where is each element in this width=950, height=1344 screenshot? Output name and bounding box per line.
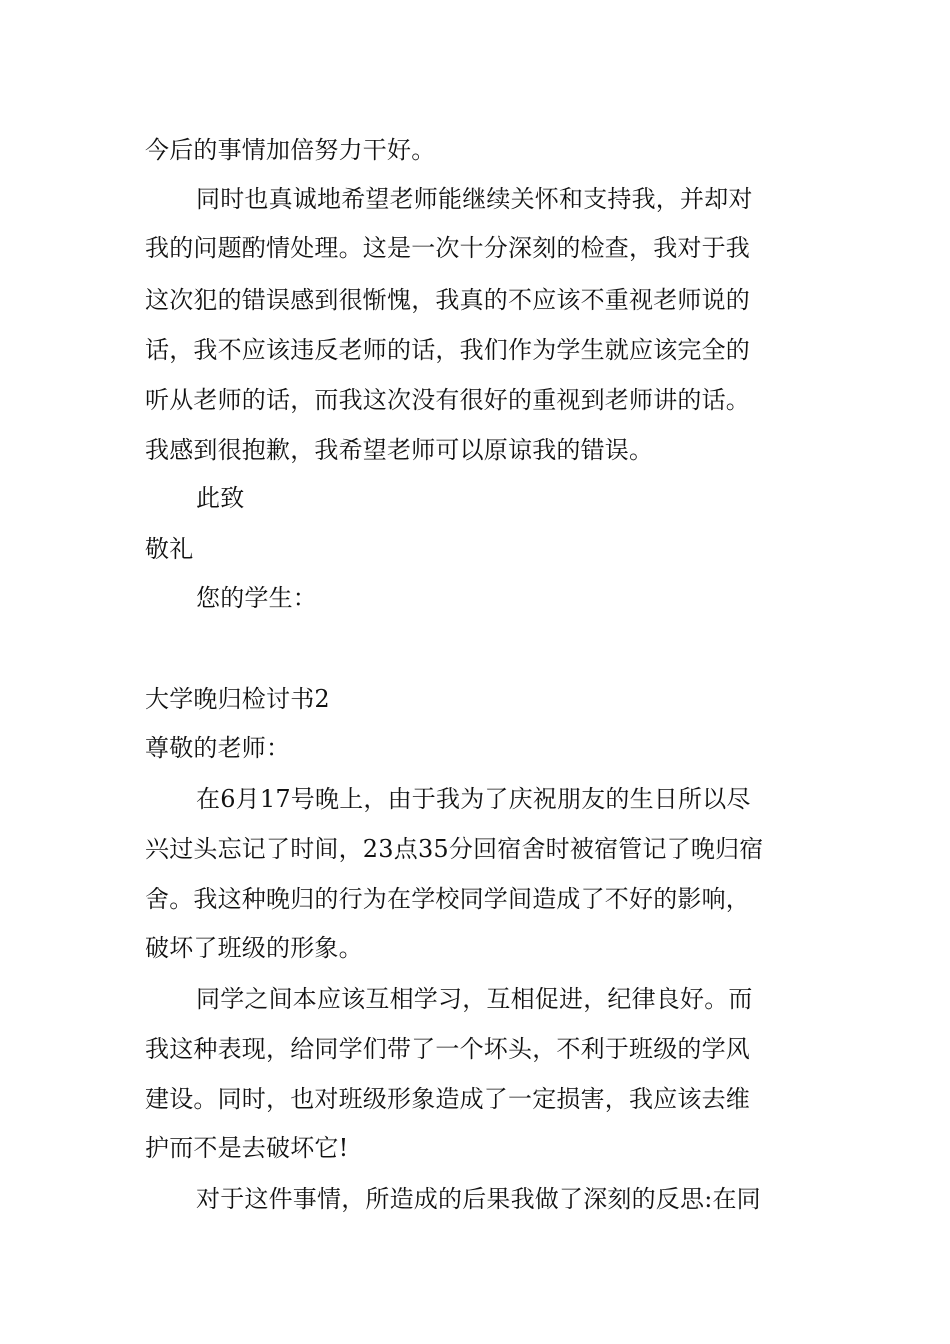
text-line: 舍。我这种晚归的行为在学校同学间造成了不好的影响，: [145, 885, 750, 913]
paragraph-first-line: 在6月17号晚上，由于我为了庆祝朋友的生日所以尽: [196, 785, 751, 813]
section-title: 大学晚归检讨书2: [145, 685, 330, 713]
closing-regards: 敬礼: [145, 535, 194, 563]
text-line: 听从老师的话，而我这次没有很好的重视到老师讲的话。: [145, 386, 750, 414]
text-line: 破坏了班级的形象。: [145, 934, 363, 962]
greeting: 尊敬的老师：: [145, 734, 291, 762]
paragraph-first-line: 同学之间本应该互相学习，互相促进，纪律良好。而: [196, 985, 753, 1013]
text-line: 建设。同时，也对班级形象造成了一定损害，我应该去维: [145, 1085, 750, 1113]
text-line: 我的问题酌情处理。这是一次十分深刻的检查，我对于我: [145, 234, 750, 262]
text-line: 话，我不应该违反老师的话，我们作为学生就应该完全的: [145, 336, 750, 364]
signature-line: 您的学生：: [196, 584, 317, 612]
text-line: 我这种表现，给同学们带了一个坏头，不利于班级的学风: [145, 1035, 750, 1063]
closing-salutation: 此致: [196, 484, 245, 512]
text-line: 护而不是去破坏它!: [145, 1134, 349, 1162]
paragraph-first-line: 对于这件事情，所造成的后果我做了深刻的反思:在同: [196, 1185, 761, 1213]
text-line: 兴过头忘记了时间，23点35分回宿舍时被宿管记了晚归宿: [145, 835, 764, 863]
text-line: 今后的事情加倍努力干好。: [145, 136, 436, 164]
text-line: 我感到很抱歉，我希望老师可以原谅我的错误。: [145, 436, 654, 464]
text-line: 这次犯的错误感到很惭愧，我真的不应该不重视老师说的: [145, 286, 750, 314]
paragraph-first-line: 同时也真诚地希望老师能继续关怀和支持我，并却对: [196, 185, 753, 213]
